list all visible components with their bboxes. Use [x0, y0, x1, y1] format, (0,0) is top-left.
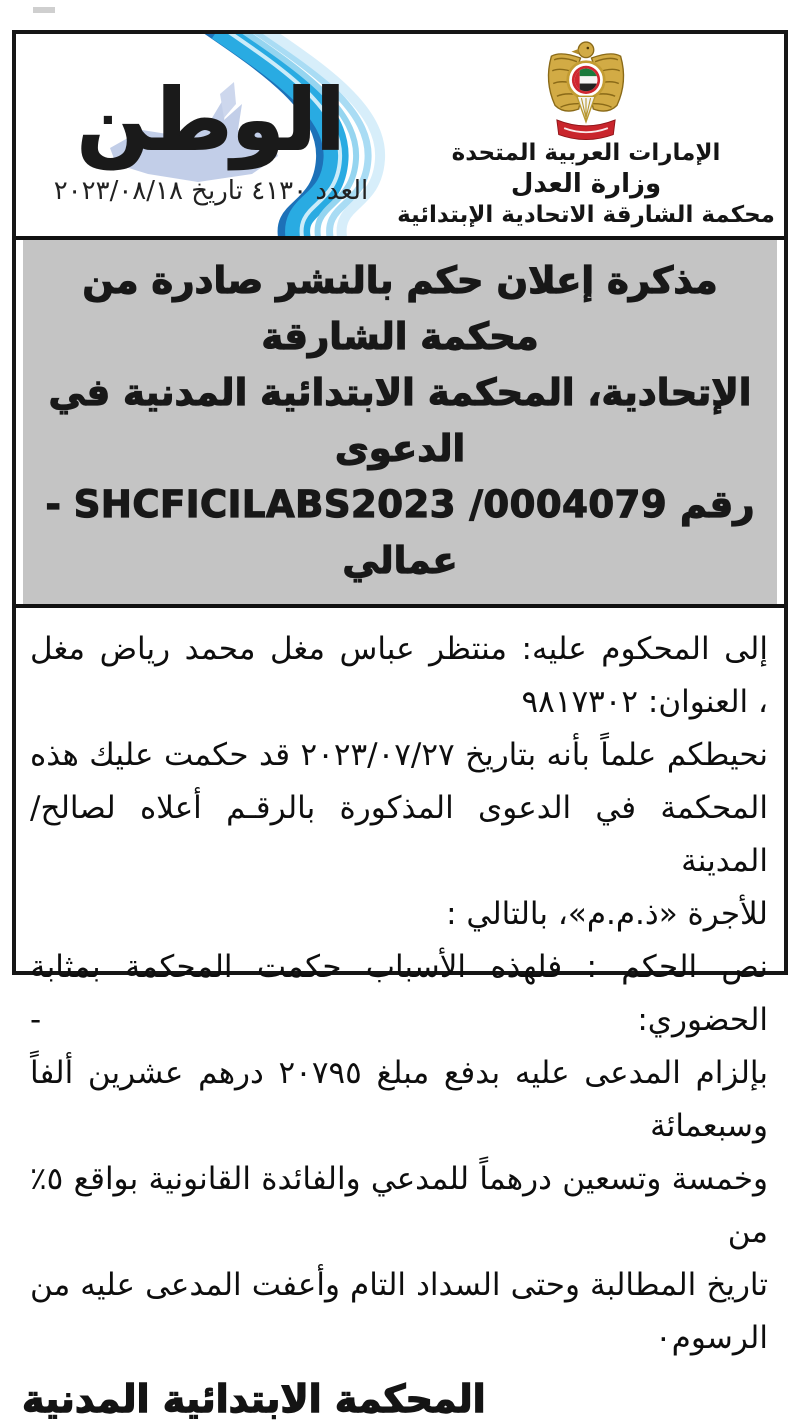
- case-number: SHCFICILABS2023 /0004079: [73, 483, 668, 526]
- body-line: نحيطكم علماً بأنه بتاريخ ٢٠٢٣/٠٧/٢٧ قد حكمت عليك هذه: [30, 737, 768, 773]
- notice-body: [16, 608, 784, 1365]
- court-signature: المحكمة الابتدائية المدنية: [22, 1377, 486, 1421]
- authority-country: الإمارات العربية المتحدة: [451, 140, 721, 166]
- authority-block: [394, 34, 778, 230]
- title-line-2: الإتحادية، المحكمة الابتدائية المدنية في الدعوى: [48, 371, 752, 470]
- case-number-suffix: - عمالي: [45, 483, 458, 582]
- body-line: نص الحكم : فلهذه الأسباب حكمت المحكمة بمثابة الحضوري: -: [30, 949, 768, 1038]
- body-line: وخمسة وتسعين درهماً للمدعي والفائدة القانونية بواقع ٥٪ من: [30, 1161, 768, 1250]
- newspaper-brand: [16, 34, 406, 236]
- issue-date-line: العدد ٤١٣٠ تاريخ ٢٠٢٣/٠٨/١٨: [53, 176, 369, 206]
- body-line: للأجرة «ذ.م.م»، بالتالي :: [446, 896, 768, 932]
- notice-title-strip: [16, 236, 784, 608]
- scan-artifact: [33, 7, 55, 13]
- notice-frame: [12, 30, 788, 1421]
- authority-court: محكمة الشارقة الاتحادية الإبتدائية: [397, 202, 775, 228]
- title-line-3: [29, 477, 771, 589]
- authority-ministry: وزارة العدل: [510, 169, 662, 199]
- title-line-1: مذكرة إعلان حكم بالنشر صادرة من محكمة الشارقة: [82, 259, 718, 358]
- notice-header: [16, 34, 784, 236]
- body-line: بإلزام المدعى عليه بدفع مبلغ ٢٠٧٩٥ درهم عشرين ألفاً وسبعمائة: [30, 1055, 768, 1144]
- notice-title-box: [23, 240, 777, 604]
- body-line: تاريخ المطالبة وحتى السداد التام وأعفت المدعى عليه من الرسوم٠: [30, 1267, 768, 1356]
- body-line: إلى المحكوم عليه: منتظر عباس مغل محمد رياض مغل: [30, 631, 768, 667]
- case-number-prefix: رقم: [679, 483, 755, 526]
- uae-emblem-icon: [540, 38, 632, 140]
- body-line: ، العنوان: ٩٨١٧٣٠٢: [521, 684, 768, 720]
- body-line: المحكمة في الدعوى المذكورة بالرقـم أعلاه لصالح/ المدينة: [30, 790, 768, 879]
- newspaper-logo: الوطن: [77, 71, 345, 169]
